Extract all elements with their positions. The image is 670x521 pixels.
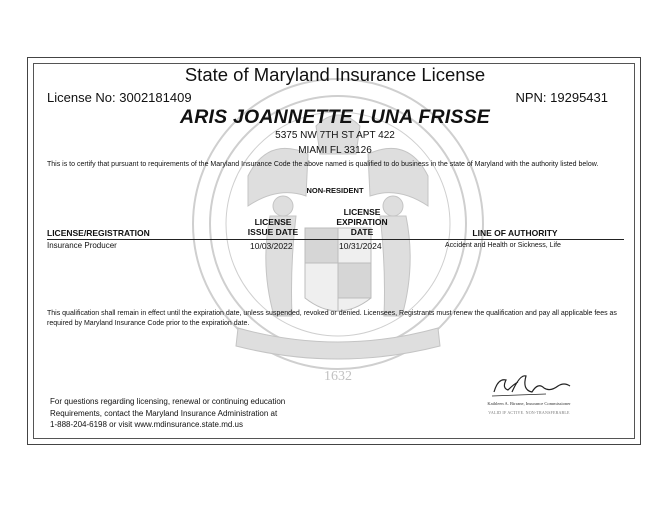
- row-line-of-authority: Accident and Health or Sickness, Life: [445, 242, 561, 249]
- header-exp-line1: LICENSE: [343, 207, 381, 217]
- npn-number: NPN: 19295431: [515, 90, 608, 105]
- qualification-statement: This qualification shall remain in effect until the expiration date, unless suspended, revoked or denied. Licensees, Registrants must renew the qualification and pay all applicable fees as required by Maryland Insurance Code prior to the expiration date.: [47, 310, 617, 327]
- contact-line-2: Requirements, contact the Maryland Insurance Administration at: [50, 408, 278, 418]
- header-issue-line1: LICENSE: [254, 217, 292, 227]
- header-exp-line2: EXPIRATION: [336, 217, 388, 227]
- contact-info: [50, 396, 285, 431]
- validity-note: VALID IF ACTIVE. NON-TRANSFERABLE: [488, 410, 570, 415]
- licensee-name: ARIS JOANNETTE LUNA FRISSE: [179, 106, 490, 128]
- contact-line-3: 1-888-204-6198 or visit www.mdinsurance.state.md.us: [50, 420, 243, 429]
- certification-statement: This is to certify that pursuant to requirements of the Maryland Insurance Code the above named is qualified to do business in the state of Maryland with the authority listed below.: [47, 161, 599, 168]
- seal-year: 1632: [324, 369, 352, 384]
- row-expiration-date: 10/31/2024: [339, 241, 382, 251]
- header-issue-date: [240, 217, 306, 237]
- row-issue-date: 10/03/2022: [250, 241, 293, 251]
- header-issue-line2: ISSUE DATE: [247, 227, 299, 237]
- license-number: License No: 3002181409: [47, 90, 192, 105]
- residency-status: NON-RESIDENT: [306, 186, 364, 195]
- table-header-divider: [47, 239, 624, 240]
- row-license-type: Insurance Producer: [47, 241, 117, 250]
- header-license-registration: LICENSE/REGISTRATION: [47, 228, 150, 238]
- header-exp-line3: DATE: [350, 227, 374, 237]
- address-line-1: 5375 NW 7TH ST APT 422: [275, 130, 395, 141]
- contact-line-1: For questions regarding licensing, renewal or continuing education: [50, 397, 286, 406]
- certificate-title: State of Maryland Insurance License: [184, 64, 486, 85]
- commissioner-signature-icon: [488, 370, 578, 400]
- address-line-2: MIAMI FL 33126: [298, 145, 372, 156]
- header-expiration-date: [330, 207, 394, 237]
- header-line-of-authority: LINE OF AUTHORITY: [472, 228, 558, 238]
- commissioner-title: Kathleen A. Birrane, Insurance Commissioner: [487, 401, 571, 406]
